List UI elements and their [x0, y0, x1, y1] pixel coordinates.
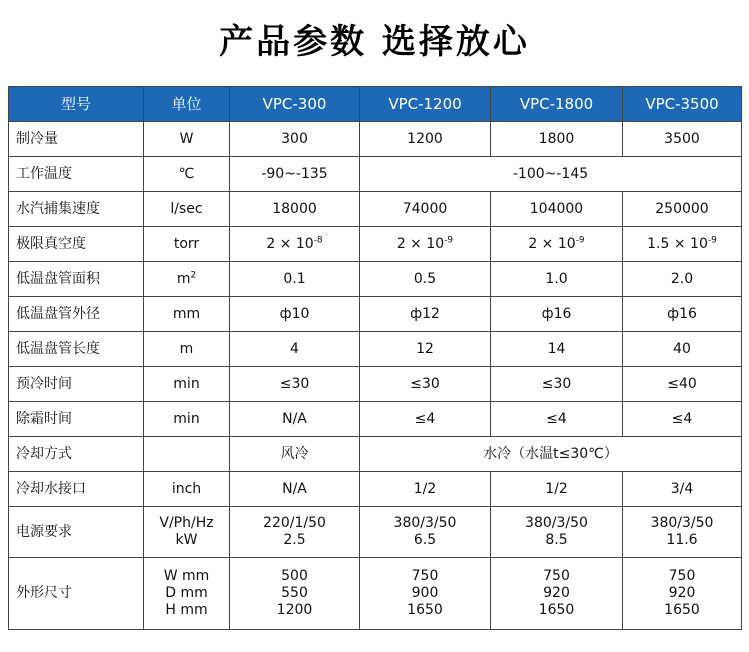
unit-cell: min: [144, 402, 230, 437]
row-label: 工作温度: [9, 157, 144, 192]
table-row: [9, 192, 742, 227]
spec-table: [8, 86, 742, 630]
value-cell: ф16: [623, 297, 742, 332]
value-cell: ф12: [360, 297, 491, 332]
row-label: 低温盘管长度: [9, 332, 144, 367]
value-cell: 0.1: [230, 262, 360, 297]
value-cell: N/A: [230, 472, 360, 507]
table-row: [9, 507, 742, 558]
header-cell-model: 型号: [9, 87, 144, 122]
unit-cell: W: [144, 122, 230, 157]
value-cell: $2 \times 10^{-9}$: [360, 227, 491, 262]
value-cell: 0.5: [360, 262, 491, 297]
table-row: [9, 402, 742, 437]
unit-cell: mm: [144, 297, 230, 332]
value-cell: $2 \times 10^{-9}$: [491, 227, 623, 262]
value-cell: 3/4: [623, 472, 742, 507]
table-row: [9, 157, 742, 192]
page-title: 产品参数 选择放心: [219, 22, 530, 62]
value-cell: 3500: [623, 122, 742, 157]
unit-cell: [144, 437, 230, 472]
value-cell: ≤4: [623, 402, 742, 437]
value-cell: 1.0: [491, 262, 623, 297]
value-cell: 12: [360, 332, 491, 367]
row-label: 冷却方式: [9, 437, 144, 472]
value-cell: 500 550 1200: [230, 558, 360, 630]
table-row: [9, 437, 742, 472]
value-cell: 18000: [230, 192, 360, 227]
value-cell: 750 920 1650: [623, 558, 742, 630]
row-label: 除霜时间: [9, 402, 144, 437]
value-cell: 1/2: [491, 472, 623, 507]
value-cell: -90~-135: [230, 157, 360, 192]
table-row: [9, 262, 742, 297]
table-row: [9, 558, 742, 630]
value-cell: 300: [230, 122, 360, 157]
value-cell: ≤30: [360, 367, 491, 402]
value-cell: 380/3/50 6.5: [360, 507, 491, 558]
value-cell: 40: [623, 332, 742, 367]
value-cell: 250000: [623, 192, 742, 227]
value-cell: 1200: [360, 122, 491, 157]
unit-cell: min: [144, 367, 230, 402]
table-header-row: [9, 87, 742, 122]
value-cell: N/A: [230, 402, 360, 437]
header-cell-vpc300: VPC-300: [230, 87, 360, 122]
value-cell: 750 920 1650: [491, 558, 623, 630]
value-cell: ≤30: [491, 367, 623, 402]
row-label: 电源要求: [9, 507, 144, 558]
value-cell: ≤40: [623, 367, 742, 402]
row-label: 水汽捕集速度: [9, 192, 144, 227]
row-label: 冷却水接口: [9, 472, 144, 507]
value-cell: 4: [230, 332, 360, 367]
table-row: [9, 227, 742, 262]
unit-cell: V/Ph/Hz kW: [144, 507, 230, 558]
header-cell-vpc3500: VPC-3500: [623, 87, 742, 122]
value-cell: 380/3/50 8.5: [491, 507, 623, 558]
unit-cell: $m^2$: [144, 262, 230, 297]
value-cell: 1/2: [360, 472, 491, 507]
value-cell: 220/1/50 2.5: [230, 507, 360, 558]
table-row: [9, 472, 742, 507]
row-label: 制冷量: [9, 122, 144, 157]
value-cell: 2.0: [623, 262, 742, 297]
row-label: 预冷时间: [9, 367, 144, 402]
value-cell: ф10: [230, 297, 360, 332]
value-cell-merged: 水冷（水温t≤30℃）: [360, 437, 742, 472]
value-cell: ф16: [491, 297, 623, 332]
value-cell: 74000: [360, 192, 491, 227]
unit-cell: torr: [144, 227, 230, 262]
value-cell: $2 \times 10^{-8}$: [230, 227, 360, 262]
value-cell: 380/3/50 11.6: [623, 507, 742, 558]
table-row: [9, 332, 742, 367]
header-cell-unit: 单位: [144, 87, 230, 122]
value-cell: ≤4: [491, 402, 623, 437]
value-cell: ≤30: [230, 367, 360, 402]
value-cell: 104000: [491, 192, 623, 227]
row-label: 外形尺寸: [9, 558, 144, 630]
header-cell-vpc1800: VPC-1800: [491, 87, 623, 122]
value-cell-merged: -100~-145: [360, 157, 742, 192]
value-cell: ≤4: [360, 402, 491, 437]
table-row: [9, 297, 742, 332]
value-cell: 14: [491, 332, 623, 367]
value-cell: 风冷: [230, 437, 360, 472]
row-label: 极限真空度: [9, 227, 144, 262]
unit-cell: inch: [144, 472, 230, 507]
value-cell: $1.5 \times 10^{-9}$: [623, 227, 742, 262]
row-label: 低温盘管面积: [9, 262, 144, 297]
table-row: [9, 122, 742, 157]
unit-cell: l/sec: [144, 192, 230, 227]
unit-cell: W mm D mm H mm: [144, 558, 230, 630]
value-cell: 1800: [491, 122, 623, 157]
unit-cell: ℃: [144, 157, 230, 192]
table-row: [9, 367, 742, 402]
unit-cell: m: [144, 332, 230, 367]
row-label: 低温盘管外径: [9, 297, 144, 332]
value-cell: 750 900 1650: [360, 558, 491, 630]
header-cell-vpc1200: VPC-1200: [360, 87, 491, 122]
